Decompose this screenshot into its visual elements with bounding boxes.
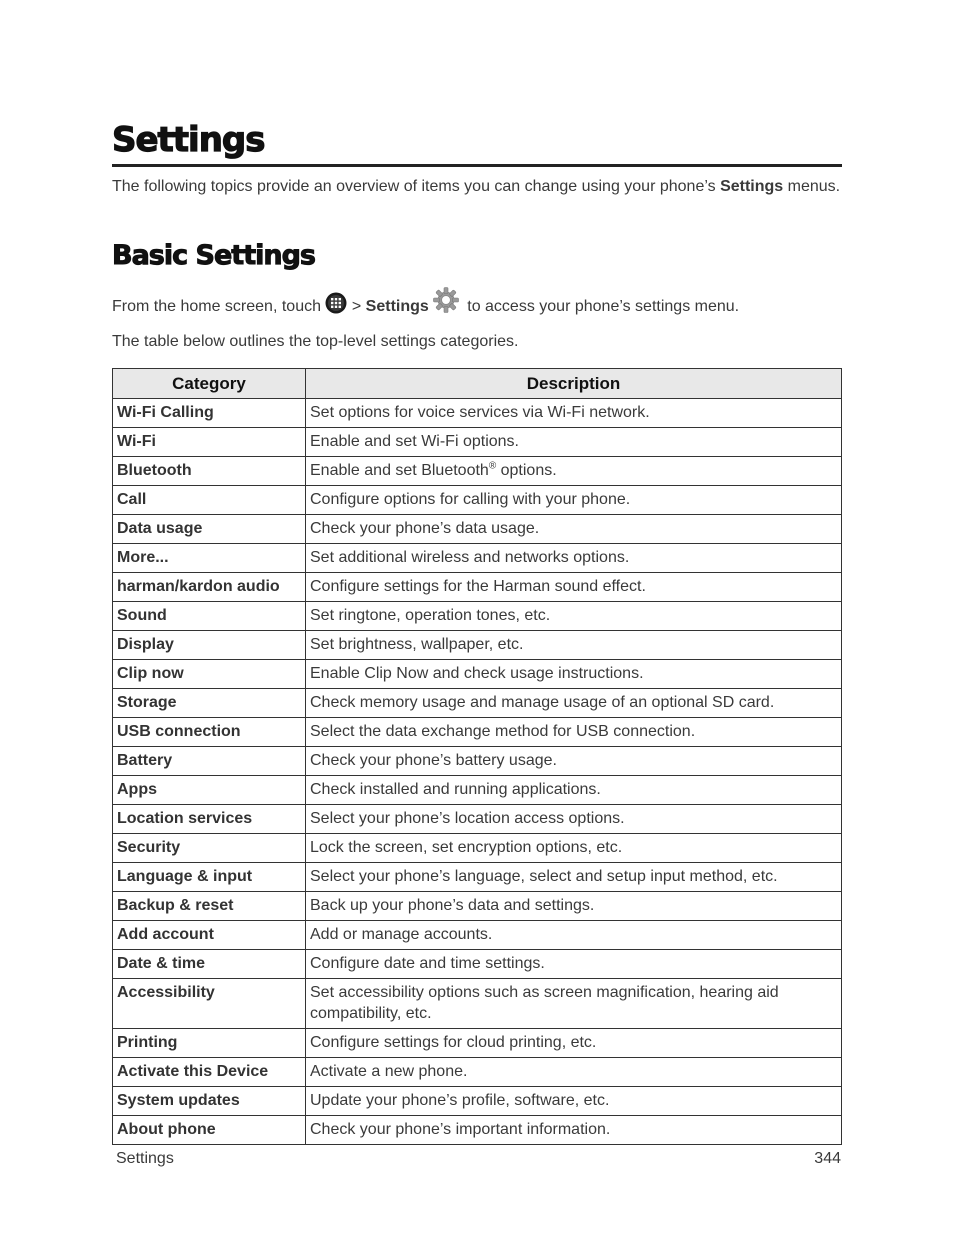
description-cell — [306, 1087, 842, 1116]
category-cell: Security — [113, 834, 306, 863]
table-row — [113, 747, 842, 776]
category-cell: Battery — [113, 747, 306, 776]
category-cell: System updates — [113, 1087, 306, 1116]
category-cell: Bluetooth — [113, 457, 306, 486]
description-cell — [306, 428, 842, 457]
table-body — [113, 399, 842, 1145]
category-cell: Accessibility — [113, 979, 306, 1029]
description-text: Set options for voice services via Wi-Fi network. — [310, 404, 650, 421]
table-row — [113, 921, 842, 950]
description-cell — [306, 573, 842, 602]
gear-icon — [432, 286, 460, 322]
table-row — [113, 602, 842, 631]
description-text: Select your phone’s location access options. — [310, 810, 625, 827]
category-cell: Data usage — [113, 515, 306, 544]
description-cell — [306, 805, 842, 834]
table-row — [113, 834, 842, 863]
table-row — [113, 457, 842, 486]
description-cell — [306, 602, 842, 631]
category-cell: Activate this Device — [113, 1058, 306, 1087]
category-cell: Wi-Fi — [113, 428, 306, 457]
nav-text-end: to access your phone’s settings menu. — [462, 298, 740, 315]
description-text: Enable and set Bluetooth — [310, 462, 489, 479]
table-row — [113, 1116, 842, 1145]
description-text: Configure options for calling with your phone. — [310, 491, 631, 508]
table-row — [113, 660, 842, 689]
category-cell: Language & input — [113, 863, 306, 892]
category-cell: Storage — [113, 689, 306, 718]
category-cell: Sound — [113, 602, 306, 631]
table-header-row — [113, 369, 842, 399]
description-text: Check your phone’s important information. — [310, 1121, 611, 1138]
intro-text: The following topics provide an overview of items you can change using your phone’s — [112, 178, 721, 195]
column-header-description: Description — [306, 369, 842, 399]
category-cell: Apps — [113, 776, 306, 805]
description-text: Enable Clip Now and check usage instructions. — [310, 665, 644, 682]
category-cell: Add account — [113, 921, 306, 950]
category-cell: USB connection — [113, 718, 306, 747]
nav-text: From the home screen, touch — [112, 298, 326, 315]
description-cell — [306, 544, 842, 573]
table-row — [113, 573, 842, 602]
table-row — [113, 979, 842, 1029]
page-title: Settings — [112, 120, 265, 160]
description-cell — [306, 689, 842, 718]
category-cell: harman/kardon audio — [113, 573, 306, 602]
description-text: Add or manage accounts. — [310, 926, 493, 943]
description-cell — [306, 979, 842, 1029]
description-text: Check your phone’s battery usage. — [310, 752, 557, 769]
description-text: Check your phone’s data usage. — [310, 520, 540, 537]
description-cell — [306, 863, 842, 892]
intro-text-end: menus. — [783, 178, 841, 195]
registered-mark: ® — [488, 460, 497, 472]
table-intro: The table below outlines the top-level settings categories. — [112, 333, 519, 350]
description-text: Activate a new phone. — [310, 1063, 468, 1080]
nav-arrow: > — [347, 298, 366, 315]
table-row — [113, 892, 842, 921]
navigation-instruction — [112, 286, 842, 322]
description-text: Set accessibility options such as screen magnification, hearing aid compatibility, etc. — [310, 984, 779, 1022]
table-row — [113, 1058, 842, 1087]
intro-bold-settings: Settings — [720, 178, 784, 195]
table-row — [113, 428, 842, 457]
category-cell: Call — [113, 486, 306, 515]
description-cell — [306, 486, 842, 515]
table-row — [113, 863, 842, 892]
table-row — [113, 718, 842, 747]
description-text: Configure settings for cloud printing, etc. — [310, 1034, 597, 1051]
table-row — [113, 631, 842, 660]
description-text: Update your phone’s profile, software, etc. — [310, 1092, 610, 1109]
table-row — [113, 1029, 842, 1058]
column-header-category: Category — [113, 369, 306, 399]
intro-paragraph — [112, 176, 842, 197]
table-row — [113, 486, 842, 515]
description-cell — [306, 457, 842, 486]
description-text: Set additional wireless and networks options. — [310, 549, 630, 566]
apps-grid-icon — [325, 292, 347, 322]
description-text-end: options. — [496, 462, 557, 479]
footer-page-number: 344 — [814, 1150, 841, 1167]
category-cell: About phone — [113, 1116, 306, 1145]
description-cell — [306, 631, 842, 660]
description-text: Check memory usage and manage usage of an optional SD card. — [310, 694, 775, 711]
description-cell — [306, 718, 842, 747]
settings-table — [112, 368, 842, 1145]
description-text: Configure settings for the Harman sound effect. — [310, 578, 646, 595]
description-text: Check installed and running applications. — [310, 781, 601, 798]
description-text: Set ringtone, operation tones, etc. — [310, 607, 551, 624]
table-row — [113, 689, 842, 718]
title-divider — [112, 164, 842, 167]
description-text: Enable and set Wi-Fi options. — [310, 433, 519, 450]
table-row — [113, 399, 842, 428]
table-row — [113, 515, 842, 544]
description-cell — [306, 1116, 842, 1145]
footer-section-name: Settings — [116, 1150, 174, 1167]
description-text: Back up your phone’s data and settings. — [310, 897, 595, 914]
description-text: Lock the screen, set encryption options, etc. — [310, 839, 623, 856]
description-cell — [306, 399, 842, 428]
table-row — [113, 1087, 842, 1116]
description-cell — [306, 776, 842, 805]
table-row — [113, 544, 842, 573]
description-cell — [306, 1058, 842, 1087]
description-cell — [306, 834, 842, 863]
description-text: Set brightness, wallpaper, etc. — [310, 636, 524, 653]
category-cell: Clip now — [113, 660, 306, 689]
category-cell: Backup & reset — [113, 892, 306, 921]
category-cell: Location services — [113, 805, 306, 834]
table-row — [113, 950, 842, 979]
nav-bold-settings: Settings — [365, 298, 429, 315]
category-cell: Display — [113, 631, 306, 660]
category-cell: Printing — [113, 1029, 306, 1058]
category-cell: Wi-Fi Calling — [113, 399, 306, 428]
description-cell — [306, 747, 842, 776]
table-row — [113, 805, 842, 834]
description-cell — [306, 660, 842, 689]
section-title: Basic Settings — [112, 240, 315, 271]
description-cell — [306, 1029, 842, 1058]
description-text: Configure date and time settings. — [310, 955, 545, 972]
description-cell — [306, 950, 842, 979]
category-cell: More... — [113, 544, 306, 573]
description-cell — [306, 921, 842, 950]
table-row — [113, 776, 842, 805]
description-text: Select your phone’s language, select and setup input method, etc. — [310, 868, 778, 885]
category-cell: Date & time — [113, 950, 306, 979]
description-cell — [306, 892, 842, 921]
description-text: Select the data exchange method for USB connection. — [310, 723, 696, 740]
description-cell — [306, 515, 842, 544]
